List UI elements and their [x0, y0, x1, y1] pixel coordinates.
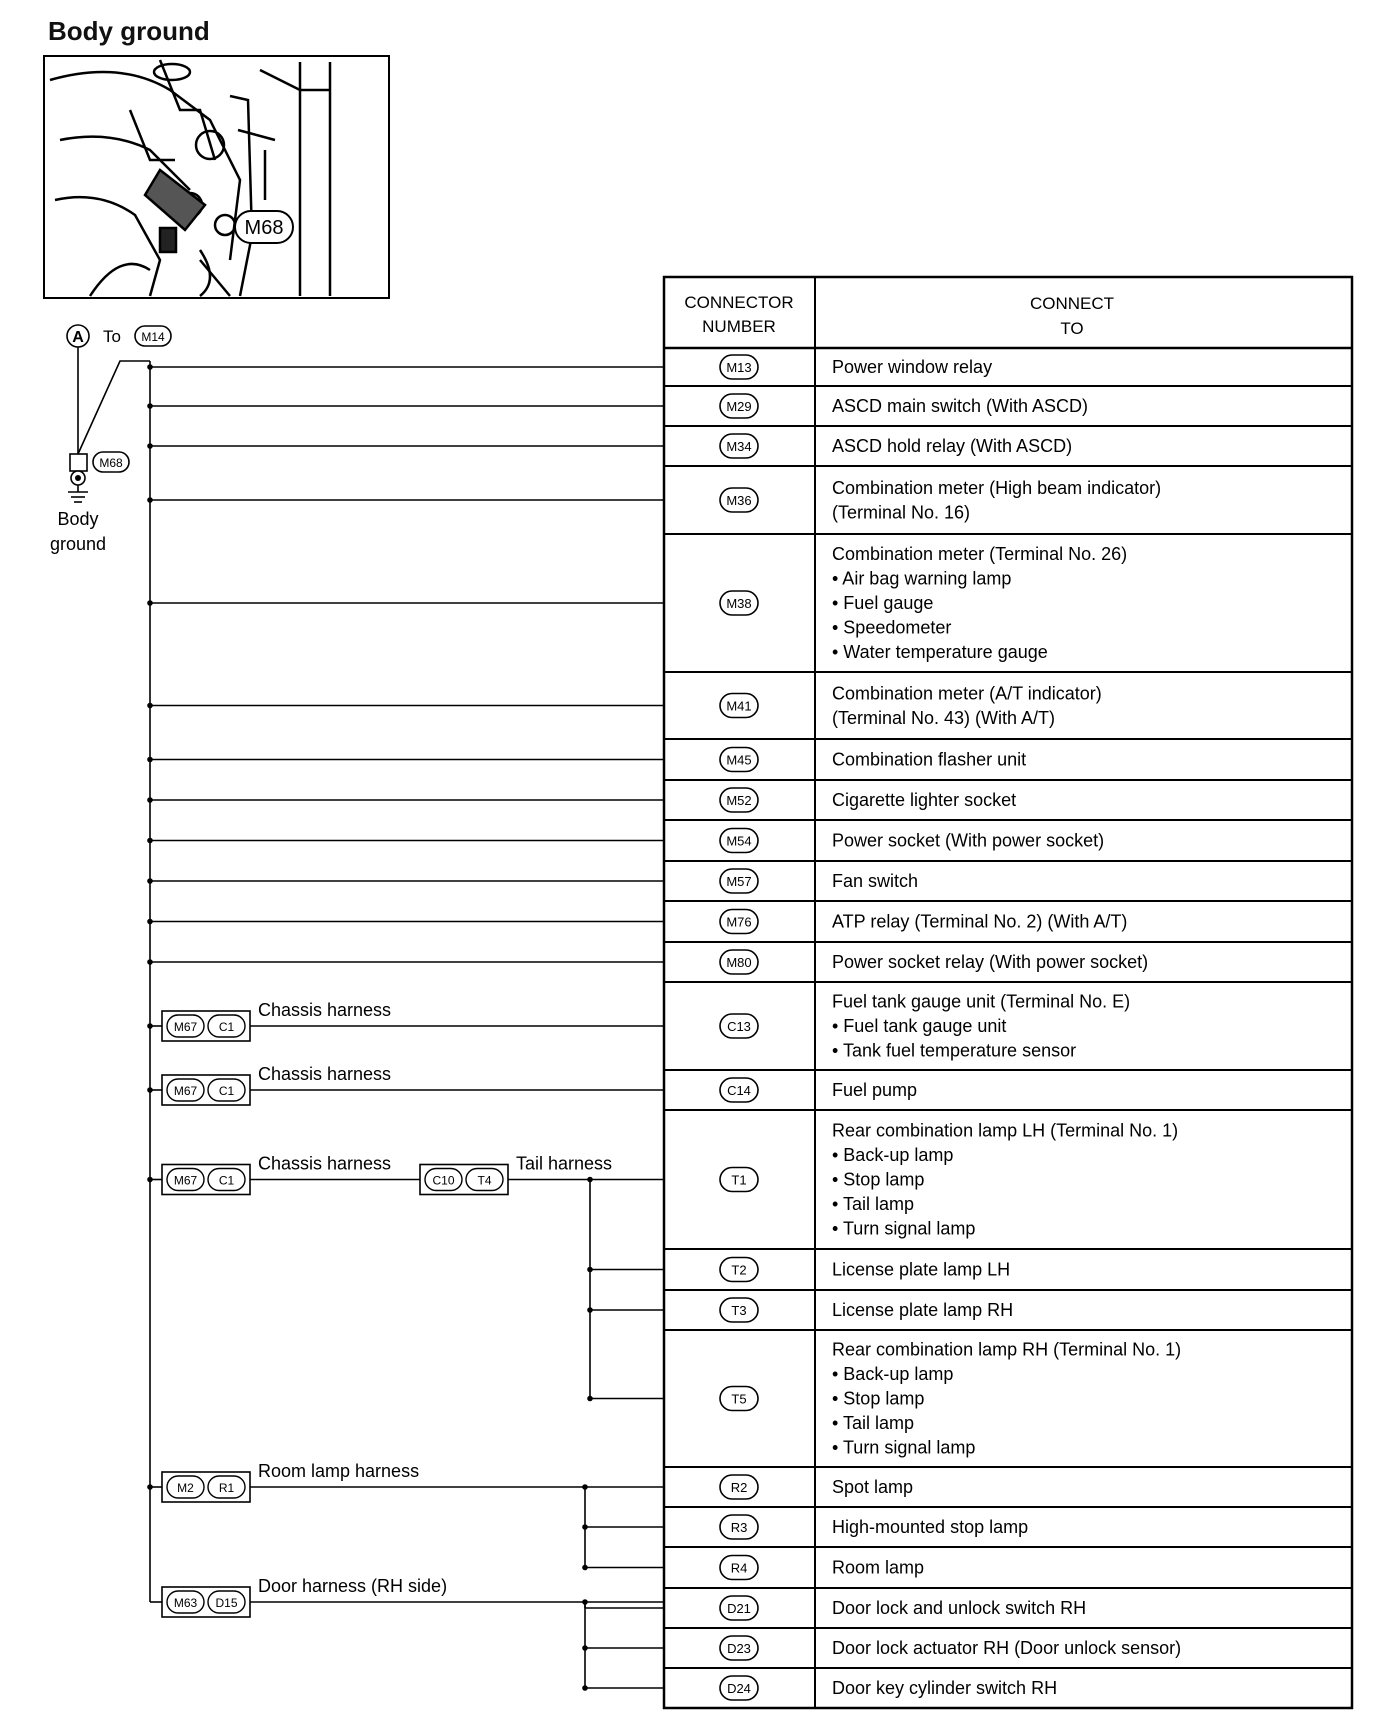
to-connector: M14 [141, 330, 165, 344]
junction-dot [147, 878, 153, 884]
junction-dot [582, 1685, 588, 1691]
connector-number: R3 [730, 1520, 748, 1535]
connect-to-label: ASCD hold relay (With ASCD) [832, 436, 1073, 456]
connector-number: M36 [726, 493, 752, 508]
table-row [720, 1121, 1178, 1239]
junction-dot [582, 1565, 588, 1571]
table-row [720, 748, 1026, 772]
table-row [720, 1078, 917, 1102]
connector-number: C13 [727, 1019, 751, 1034]
table-row [720, 683, 1102, 728]
connector-number: D21 [727, 1601, 751, 1616]
connector-number: M13 [726, 360, 752, 375]
connector-number: M57 [726, 874, 752, 889]
connect-to-detail: • Water temperature gauge [832, 642, 1048, 662]
page-title: Body ground [48, 16, 210, 46]
joint-left-label: M67 [173, 1020, 198, 1034]
connect-to-label: Power socket (With power socket) [832, 830, 1105, 851]
connect-to-label: License plate lamp LH [832, 1259, 1011, 1280]
table-row [720, 869, 918, 893]
photo-connector-label: M68 [244, 217, 284, 239]
table-row [720, 544, 1127, 662]
connect-to-detail: (Terminal No. 43) (With A/T) [832, 707, 1056, 728]
connector-number: M38 [726, 596, 752, 611]
connector-number: D23 [727, 1641, 751, 1656]
joint-left-label: M67 [173, 1084, 198, 1098]
junction-dot [147, 838, 153, 844]
junction-dot [147, 919, 153, 925]
junction-dot [147, 443, 153, 449]
connect-to-label: ATP relay (Terminal No. 2) (With A/T) [832, 911, 1128, 932]
connector-number: M54 [726, 833, 752, 849]
connect-to-label: Combination meter (A/T indicator) [832, 683, 1102, 704]
junction-dot [587, 1267, 593, 1273]
connect-to-label: Cigarette lighter socket [832, 790, 1017, 810]
junction-dot [147, 497, 153, 503]
connect-to-detail: • Tail lamp [832, 1194, 915, 1214]
connector-number: T1 [731, 1172, 747, 1188]
ground-symbol [50, 325, 171, 554]
connect-to-label: Door lock and unlock switch RH [832, 1598, 1087, 1618]
ground-label-line2: ground [49, 534, 107, 554]
point-label: A [72, 329, 84, 346]
connect-to-label: High-mounted stop lamp [832, 1517, 1029, 1537]
connector-number: T5 [731, 1391, 747, 1407]
joint-right-label: C1 [218, 1173, 235, 1188]
connector-number: M45 [726, 752, 752, 768]
harness-name: Room lamp harness [258, 1461, 420, 1481]
table-row [720, 788, 1016, 812]
table-row [720, 992, 1130, 1061]
connect-to-detail: • Back-up lamp [832, 1145, 954, 1165]
junction-dot [147, 364, 153, 370]
joint-left-label: C10 [432, 1173, 455, 1188]
connect-to-label: Spot lamp [832, 1477, 914, 1497]
connect-to-detail: • Turn signal lamp [832, 1218, 976, 1239]
table-row [720, 950, 1148, 974]
connect-to-detail: • Fuel gauge [832, 593, 934, 613]
connect-to-label: Combination meter (High beam indicator) [832, 477, 1162, 498]
connector-number: M52 [726, 793, 752, 808]
table-row [720, 1340, 1181, 1458]
table-row [720, 1676, 1057, 1700]
harness-name: Chassis harness [258, 1153, 392, 1174]
table-row [720, 1475, 913, 1499]
junction-dot [582, 1645, 588, 1651]
table-row [720, 394, 1088, 418]
table-row [720, 1298, 1013, 1322]
connect-to-detail: • Fuel tank gauge unit [832, 1016, 1007, 1036]
connect-to-detail: • Tail lamp [832, 1413, 915, 1433]
junction-dot [147, 757, 153, 763]
connect-to-label: Fan switch [832, 871, 919, 891]
joint-left-label: M67 [173, 1173, 198, 1188]
connector-number: D24 [727, 1681, 751, 1696]
table-row [720, 1258, 1010, 1282]
header-connector-line1: CONNECTOR [684, 293, 794, 312]
connector-number: M80 [726, 955, 752, 970]
connector-number: R2 [730, 1480, 748, 1495]
connector-number: M34 [726, 439, 752, 454]
to-text: To [103, 327, 121, 346]
connect-to-label: Door key cylinder switch RH [832, 1678, 1058, 1698]
ground-label-line1: Body [57, 509, 99, 529]
harness-joint [162, 1576, 447, 1617]
harness-joint [162, 1064, 391, 1105]
connector-number: T2 [731, 1262, 747, 1278]
connector-number: M76 [726, 914, 752, 930]
joint-right-label: T4 [477, 1173, 492, 1188]
junction-dot [147, 1484, 153, 1490]
connect-to-label: Rear combination lamp RH (Terminal No. 1) [832, 1339, 1182, 1360]
junction-dot [147, 797, 153, 803]
connect-to-detail: (Terminal No. 16) [832, 502, 971, 523]
joint-right-label: R1 [218, 1481, 235, 1495]
table-row [720, 829, 1104, 853]
junction-dot [147, 1177, 153, 1183]
junction-dot [587, 1396, 593, 1402]
harness-joint [162, 1000, 391, 1041]
connect-to-detail: • Stop lamp [832, 1388, 925, 1409]
connector-table [664, 277, 1352, 1708]
connect-to-label: Power window relay [832, 357, 993, 377]
junction-dot [147, 1087, 153, 1093]
connect-to-detail: • Turn signal lamp [832, 1437, 976, 1458]
joint-left-label: M2 [177, 1481, 194, 1495]
table-row [720, 355, 992, 379]
harness-joint [162, 1154, 391, 1195]
junction-dot [587, 1307, 593, 1313]
table-row [720, 1556, 924, 1580]
joint-right-label: C1 [218, 1084, 235, 1098]
table-row [720, 1636, 1181, 1660]
harness-name: Chassis harness [258, 1064, 392, 1084]
ground-location-illustration [44, 56, 389, 298]
joint-right-label: C1 [218, 1020, 235, 1034]
connect-to-label: Fuel tank gauge unit (Terminal No. E) [832, 991, 1131, 1012]
connect-to-detail: • Air bag warning lamp [832, 568, 1012, 589]
harness-joint [420, 1154, 612, 1195]
connector-number: C14 [727, 1083, 751, 1098]
connect-to-detail: • Tank fuel temperature sensor [832, 1040, 1077, 1061]
junction-dot [147, 600, 153, 606]
connect-to-label: License plate lamp RH [832, 1300, 1014, 1320]
header-connector-line2: NUMBER [702, 317, 776, 336]
harness-name: Door harness (RH side) [258, 1576, 448, 1596]
junction-dot [147, 703, 153, 709]
junction-dot [147, 1023, 153, 1029]
connect-to-detail: • Speedometer [832, 617, 952, 638]
connect-to-label: Fuel pump [832, 1080, 918, 1100]
connect-to-detail: • Back-up lamp [832, 1364, 954, 1384]
table-row [720, 1596, 1086, 1620]
connect-to-label: ASCD main switch (With ASCD) [832, 396, 1089, 416]
connect-to-label: Room lamp [832, 1557, 925, 1578]
connect-to-label: Rear combination lamp LH (Terminal No. 1) [832, 1120, 1179, 1141]
connector-number: M29 [726, 399, 752, 414]
connect-to-label: Combination meter (Terminal No. 26) [832, 544, 1128, 564]
harness-name: Chassis harness [258, 1000, 392, 1020]
table-row [720, 434, 1072, 458]
joint-right-label: D15 [215, 1596, 238, 1610]
connect-to-label: Combination flasher unit [832, 749, 1027, 770]
connect-to-label: Power socket relay (With power socket) [832, 952, 1149, 972]
table-row [720, 910, 1127, 934]
ground-connector: M68 [99, 456, 123, 470]
header-connect-line1: CONNECT [1029, 294, 1115, 313]
connect-to-detail: • Stop lamp [832, 1169, 925, 1190]
connector-number: T3 [731, 1303, 747, 1318]
harness-joints [162, 1000, 612, 1617]
connector-number: M41 [726, 698, 752, 714]
junction-dot [582, 1524, 588, 1530]
junction-dot [147, 959, 153, 965]
joint-left-label: M63 [173, 1596, 198, 1610]
junction-dot [147, 403, 153, 409]
harness-joint [162, 1461, 419, 1502]
table-row [720, 478, 1161, 523]
header-connect-line2: TO [1060, 319, 1084, 338]
connect-to-label: Door lock actuator RH (Door unlock sensor) [832, 1638, 1182, 1658]
table-row [720, 1515, 1028, 1539]
connector-number: R4 [730, 1560, 748, 1576]
harness-name: Tail harness [516, 1153, 613, 1174]
